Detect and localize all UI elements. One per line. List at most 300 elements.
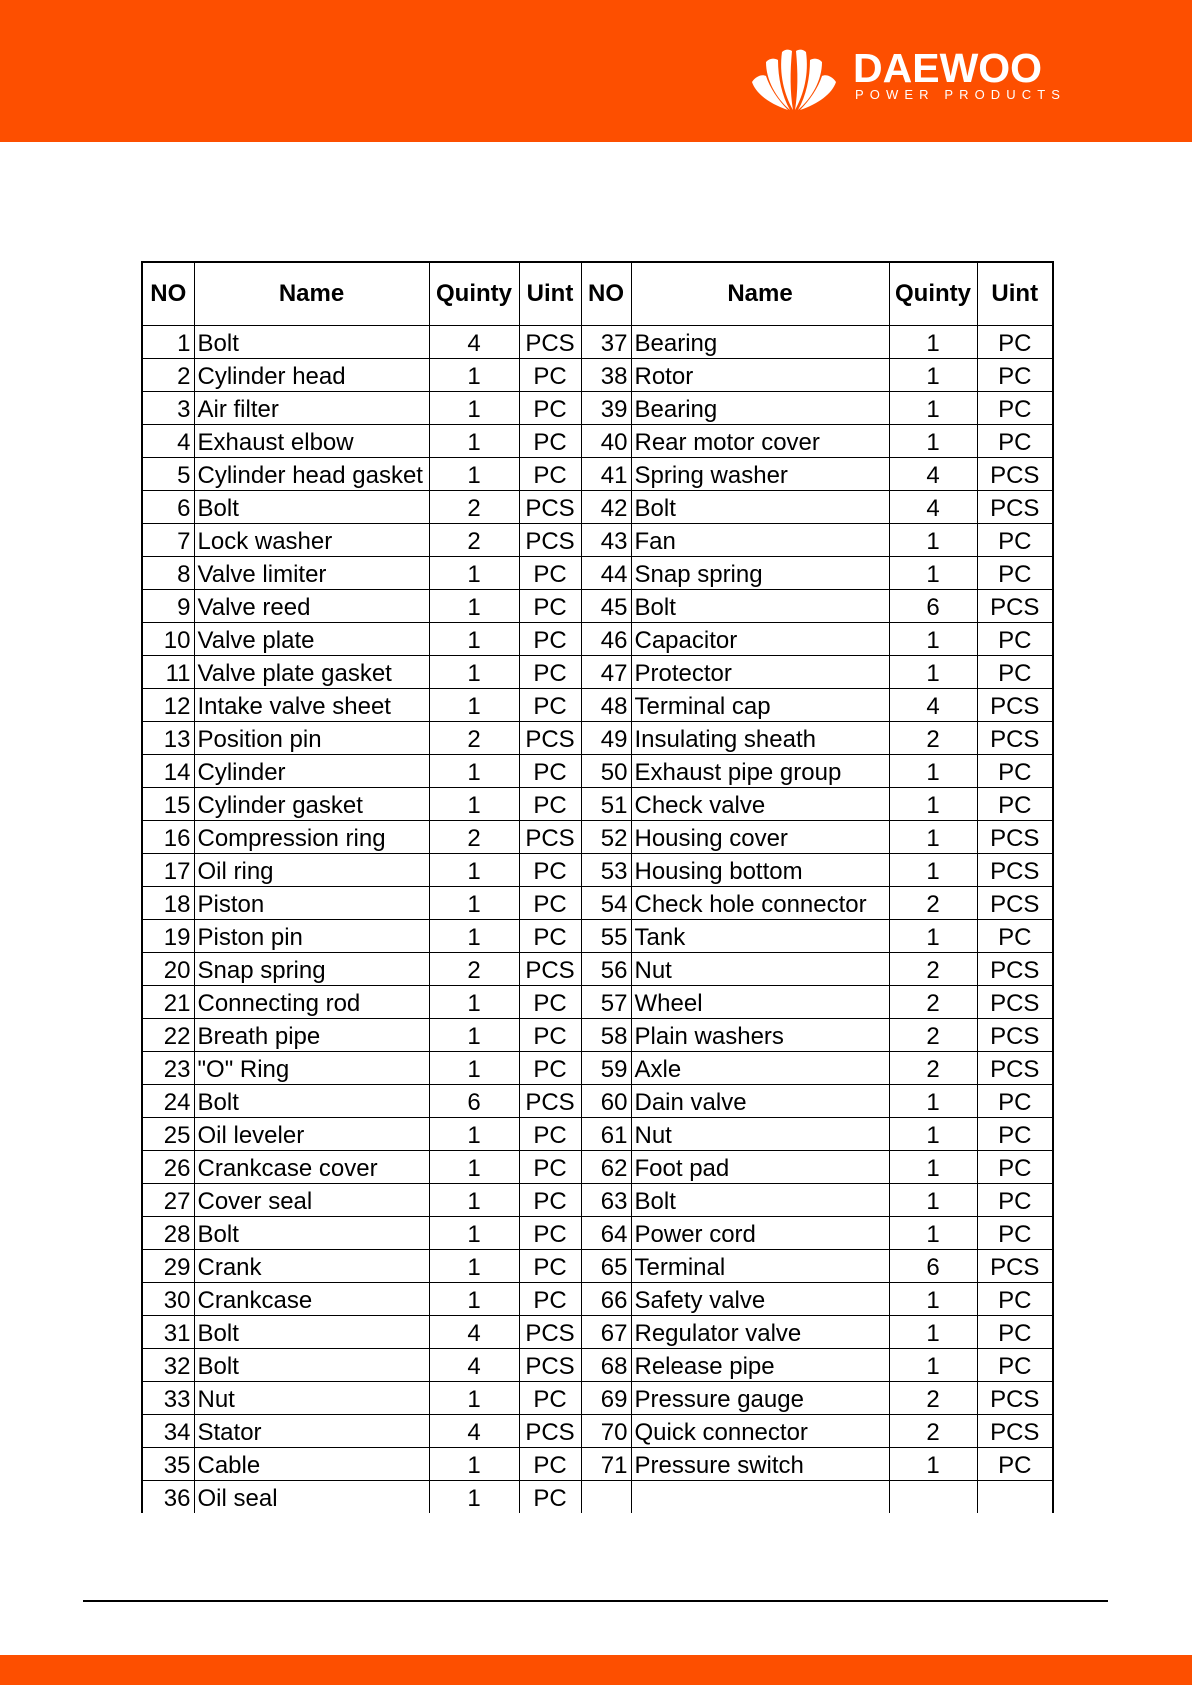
part-quantity-left: 1	[429, 458, 519, 491]
table-row	[142, 1052, 1053, 1085]
header-unit-right: Uint	[977, 262, 1053, 326]
part-unit-right: PC	[977, 1283, 1053, 1316]
table-row	[142, 953, 1053, 986]
part-quantity-left: 1	[429, 854, 519, 887]
part-unit-left: PC	[519, 887, 581, 920]
part-number-left: 19	[142, 920, 194, 953]
part-number-right: 47	[581, 656, 631, 689]
part-name-right: Bearing	[631, 392, 889, 425]
part-name-left: Cover seal	[194, 1184, 429, 1217]
part-unit-left: PC	[519, 590, 581, 623]
part-unit-right: PC	[977, 557, 1053, 590]
page-header	[0, 0, 1192, 142]
brand-tagline: POWER PRODUCTS	[855, 87, 1067, 102]
part-name-right: Terminal cap	[631, 689, 889, 722]
part-unit-right: PCS	[977, 722, 1053, 755]
table-row	[142, 1019, 1053, 1052]
part-quantity-right: 1	[889, 854, 977, 887]
part-unit-right: PCS	[977, 1052, 1053, 1085]
part-name-right: Capacitor	[631, 623, 889, 656]
part-number-right: 64	[581, 1217, 631, 1250]
part-unit-right: PC	[977, 1118, 1053, 1151]
part-quantity-left: 1	[429, 1283, 519, 1316]
part-name-left: Oil ring	[194, 854, 429, 887]
part-number-left: 12	[142, 689, 194, 722]
part-unit-left: PCS	[519, 524, 581, 557]
part-number-right: 41	[581, 458, 631, 491]
part-quantity-right: 1	[889, 788, 977, 821]
table-header-row	[142, 262, 1053, 326]
part-number-left: 25	[142, 1118, 194, 1151]
part-quantity-right: 4	[889, 491, 977, 524]
part-quantity-right: 2	[889, 1019, 977, 1052]
header-quantity-left: Quinty	[429, 262, 519, 326]
part-number-right: 59	[581, 1052, 631, 1085]
part-number-left: 18	[142, 887, 194, 920]
part-unit-right: PCS	[977, 689, 1053, 722]
table-row	[142, 1448, 1053, 1481]
footer-band	[0, 1655, 1192, 1685]
daewoo-fan-icon	[752, 44, 836, 110]
table-row	[142, 1415, 1053, 1448]
part-name-left: Lock washer	[194, 524, 429, 557]
part-number-left: 29	[142, 1250, 194, 1283]
part-number-right: 48	[581, 689, 631, 722]
part-quantity-left: 2	[429, 821, 519, 854]
part-quantity-right	[889, 1481, 977, 1514]
part-quantity-left: 1	[429, 1448, 519, 1481]
part-number-left: 11	[142, 656, 194, 689]
table-row	[142, 1217, 1053, 1250]
part-name-right: Regulator valve	[631, 1316, 889, 1349]
part-number-right: 53	[581, 854, 631, 887]
part-quantity-left: 1	[429, 1052, 519, 1085]
part-quantity-right: 1	[889, 392, 977, 425]
part-name-right: Quick connector	[631, 1415, 889, 1448]
part-unit-right: PC	[977, 788, 1053, 821]
part-unit-left: PCS	[519, 722, 581, 755]
part-unit-left: PC	[519, 359, 581, 392]
part-number-left: 2	[142, 359, 194, 392]
table-row	[142, 986, 1053, 1019]
part-name-right: Check hole connector	[631, 887, 889, 920]
part-name-right: Bolt	[631, 1184, 889, 1217]
part-unit-left: PCS	[519, 326, 581, 359]
part-name-right: Protector	[631, 656, 889, 689]
part-name-left: Position pin	[194, 722, 429, 755]
part-quantity-right: 2	[889, 953, 977, 986]
part-name-left: Crankcase cover	[194, 1151, 429, 1184]
part-name-left: Cylinder head gasket	[194, 458, 429, 491]
part-unit-left: PCS	[519, 491, 581, 524]
part-number-right: 69	[581, 1382, 631, 1415]
part-quantity-right: 1	[889, 524, 977, 557]
part-name-right: Nut	[631, 1118, 889, 1151]
table-row	[142, 1085, 1053, 1118]
part-number-left: 35	[142, 1448, 194, 1481]
part-unit-left: PC	[519, 920, 581, 953]
part-number-left: 14	[142, 755, 194, 788]
part-name-right: Dain valve	[631, 1085, 889, 1118]
table-row	[142, 425, 1053, 458]
part-number-left: 24	[142, 1085, 194, 1118]
part-quantity-left: 1	[429, 1481, 519, 1514]
part-name-left: Cylinder head	[194, 359, 429, 392]
part-unit-right: PC	[977, 524, 1053, 557]
part-name-right: Rear motor cover	[631, 425, 889, 458]
part-name-right: Bolt	[631, 590, 889, 623]
part-quantity-right: 1	[889, 1283, 977, 1316]
part-quantity-left: 1	[429, 359, 519, 392]
table-row	[142, 326, 1053, 359]
part-number-left: 32	[142, 1349, 194, 1382]
part-unit-left: PC	[519, 623, 581, 656]
part-quantity-left: 1	[429, 392, 519, 425]
part-name-left: Cylinder gasket	[194, 788, 429, 821]
part-quantity-right: 1	[889, 755, 977, 788]
part-number-right: 58	[581, 1019, 631, 1052]
table-row	[142, 1283, 1053, 1316]
table-row	[142, 1118, 1053, 1151]
part-quantity-left: 1	[429, 755, 519, 788]
header-no-left: NO	[142, 262, 194, 326]
part-unit-right: PC	[977, 1184, 1053, 1217]
part-unit-left: PC	[519, 392, 581, 425]
table-row	[142, 722, 1053, 755]
part-unit-right: PCS	[977, 821, 1053, 854]
part-number-left: 13	[142, 722, 194, 755]
part-unit-left: PC	[519, 1448, 581, 1481]
part-number-right: 51	[581, 788, 631, 821]
part-name-right: Bearing	[631, 326, 889, 359]
part-name-right: Insulating sheath	[631, 722, 889, 755]
part-number-left: 33	[142, 1382, 194, 1415]
part-quantity-left: 1	[429, 1019, 519, 1052]
part-name-left: Stator	[194, 1415, 429, 1448]
part-number-right: 37	[581, 326, 631, 359]
part-quantity-left: 2	[429, 722, 519, 755]
part-number-right: 67	[581, 1316, 631, 1349]
part-unit-left: PC	[519, 656, 581, 689]
part-quantity-left: 6	[429, 1085, 519, 1118]
table-row	[142, 1316, 1053, 1349]
part-number-right: 49	[581, 722, 631, 755]
part-name-left: Bolt	[194, 1349, 429, 1382]
part-unit-right: PCS	[977, 887, 1053, 920]
part-unit-right: PCS	[977, 1415, 1053, 1448]
part-quantity-left: 1	[429, 623, 519, 656]
part-quantity-right: 1	[889, 1085, 977, 1118]
part-number-right: 62	[581, 1151, 631, 1184]
part-quantity-left: 1	[429, 986, 519, 1019]
table-row	[142, 788, 1053, 821]
part-quantity-left: 1	[429, 557, 519, 590]
part-number-left: 6	[142, 491, 194, 524]
part-name-left: Connecting rod	[194, 986, 429, 1019]
part-number-right	[581, 1481, 631, 1514]
part-quantity-right: 1	[889, 326, 977, 359]
part-name-left: Valve limiter	[194, 557, 429, 590]
part-quantity-right: 2	[889, 986, 977, 1019]
part-unit-left: PC	[519, 1052, 581, 1085]
part-name-left: Bolt	[194, 1085, 429, 1118]
part-name-right: Pressure switch	[631, 1448, 889, 1481]
part-name-left: Bolt	[194, 491, 429, 524]
part-name-right: Bolt	[631, 491, 889, 524]
part-quantity-right: 1	[889, 359, 977, 392]
part-quantity-right: 1	[889, 623, 977, 656]
part-unit-left: PC	[519, 689, 581, 722]
part-number-right: 56	[581, 953, 631, 986]
part-quantity-right: 1	[889, 1316, 977, 1349]
part-unit-left: PC	[519, 425, 581, 458]
part-number-right: 46	[581, 623, 631, 656]
part-number-right: 39	[581, 392, 631, 425]
part-name-left: Valve plate	[194, 623, 429, 656]
part-name-right: Power cord	[631, 1217, 889, 1250]
part-quantity-right: 1	[889, 1118, 977, 1151]
part-name-right: Release pipe	[631, 1349, 889, 1382]
part-unit-right: PCS	[977, 491, 1053, 524]
part-number-right: 45	[581, 590, 631, 623]
part-number-right: 38	[581, 359, 631, 392]
part-number-right: 61	[581, 1118, 631, 1151]
part-quantity-right: 4	[889, 689, 977, 722]
part-unit-right	[977, 1481, 1053, 1514]
part-name-right: Plain washers	[631, 1019, 889, 1052]
table-row	[142, 623, 1053, 656]
part-unit-left: PCS	[519, 1316, 581, 1349]
part-number-right: 52	[581, 821, 631, 854]
part-quantity-right: 1	[889, 1349, 977, 1382]
part-quantity-right: 6	[889, 1250, 977, 1283]
part-number-left: 7	[142, 524, 194, 557]
part-unit-right: PC	[977, 1316, 1053, 1349]
part-number-left: 15	[142, 788, 194, 821]
parts-list-table	[141, 261, 1054, 1513]
part-quantity-left: 1	[429, 689, 519, 722]
part-unit-left: PC	[519, 1184, 581, 1217]
part-unit-right: PCS	[977, 458, 1053, 491]
part-name-left: Valve reed	[194, 590, 429, 623]
part-unit-right: PC	[977, 920, 1053, 953]
part-number-left: 34	[142, 1415, 194, 1448]
part-quantity-left: 1	[429, 788, 519, 821]
part-name-right: Exhaust pipe group	[631, 755, 889, 788]
header-no-right: NO	[581, 262, 631, 326]
table-body	[142, 326, 1053, 1514]
table-row	[142, 524, 1053, 557]
part-name-left: Intake valve sheet	[194, 689, 429, 722]
part-quantity-right: 2	[889, 1052, 977, 1085]
part-name-left: Piston	[194, 887, 429, 920]
part-number-left: 16	[142, 821, 194, 854]
part-quantity-left: 1	[429, 590, 519, 623]
part-unit-right: PCS	[977, 1250, 1053, 1283]
part-quantity-left: 4	[429, 326, 519, 359]
part-unit-left: PC	[519, 1283, 581, 1316]
part-quantity-left: 1	[429, 887, 519, 920]
table-row	[142, 755, 1053, 788]
table-row	[142, 1250, 1053, 1283]
part-number-left: 22	[142, 1019, 194, 1052]
part-quantity-right: 1	[889, 920, 977, 953]
part-number-left: 9	[142, 590, 194, 623]
table-row	[142, 887, 1053, 920]
part-unit-left: PC	[519, 1118, 581, 1151]
table-row	[142, 557, 1053, 590]
table-row	[142, 491, 1053, 524]
part-number-right: 71	[581, 1448, 631, 1481]
part-name-left: Bolt	[194, 1217, 429, 1250]
table-row	[142, 392, 1053, 425]
part-number-right: 66	[581, 1283, 631, 1316]
part-name-left: Exhaust elbow	[194, 425, 429, 458]
part-number-left: 4	[142, 425, 194, 458]
table-row	[142, 920, 1053, 953]
part-number-left: 10	[142, 623, 194, 656]
table-row	[142, 689, 1053, 722]
part-number-left: 1	[142, 326, 194, 359]
table-row	[142, 656, 1053, 689]
header-name-right: Name	[631, 262, 889, 326]
part-unit-right: PC	[977, 359, 1053, 392]
part-unit-right: PC	[977, 1085, 1053, 1118]
part-unit-right: PC	[977, 1349, 1053, 1382]
part-number-left: 36	[142, 1481, 194, 1514]
part-unit-left: PC	[519, 1481, 581, 1514]
part-quantity-left: 1	[429, 1250, 519, 1283]
part-unit-left: PC	[519, 986, 581, 1019]
part-quantity-left: 1	[429, 1382, 519, 1415]
part-name-left: Bolt	[194, 1316, 429, 1349]
part-unit-left: PC	[519, 1151, 581, 1184]
header-name-left: Name	[194, 262, 429, 326]
part-unit-left: PC	[519, 788, 581, 821]
part-quantity-right: 6	[889, 590, 977, 623]
part-quantity-left: 4	[429, 1316, 519, 1349]
part-number-left: 8	[142, 557, 194, 590]
part-number-left: 30	[142, 1283, 194, 1316]
part-quantity-left: 4	[429, 1415, 519, 1448]
part-name-left: Breath pipe	[194, 1019, 429, 1052]
part-unit-left: PC	[519, 557, 581, 590]
part-quantity-right: 1	[889, 656, 977, 689]
part-number-right: 70	[581, 1415, 631, 1448]
part-unit-left: PC	[519, 755, 581, 788]
part-number-right: 57	[581, 986, 631, 1019]
part-number-right: 63	[581, 1184, 631, 1217]
part-unit-right: PC	[977, 392, 1053, 425]
part-number-right: 55	[581, 920, 631, 953]
part-number-left: 28	[142, 1217, 194, 1250]
table-row	[142, 359, 1053, 392]
part-number-left: 31	[142, 1316, 194, 1349]
part-quantity-right: 1	[889, 425, 977, 458]
part-quantity-left: 2	[429, 953, 519, 986]
part-quantity-right: 1	[889, 1448, 977, 1481]
part-quantity-right: 1	[889, 1151, 977, 1184]
part-unit-right: PC	[977, 1217, 1053, 1250]
part-unit-right: PC	[977, 1448, 1053, 1481]
part-unit-right: PCS	[977, 986, 1053, 1019]
part-quantity-left: 1	[429, 1184, 519, 1217]
part-name-left: Oil seal	[194, 1481, 429, 1514]
footer-divider	[83, 1600, 1108, 1602]
part-number-left: 5	[142, 458, 194, 491]
part-quantity-left: 1	[429, 1217, 519, 1250]
table-row	[142, 1151, 1053, 1184]
part-name-right: Nut	[631, 953, 889, 986]
part-name-right: Spring washer	[631, 458, 889, 491]
part-name-right: Tank	[631, 920, 889, 953]
part-name-right: Housing bottom	[631, 854, 889, 887]
table-row	[142, 1481, 1053, 1514]
part-name-left: Cable	[194, 1448, 429, 1481]
part-unit-right: PCS	[977, 854, 1053, 887]
part-unit-left: PCS	[519, 953, 581, 986]
part-unit-right: PC	[977, 1151, 1053, 1184]
part-number-right: 65	[581, 1250, 631, 1283]
part-number-right: 43	[581, 524, 631, 557]
part-name-right: Fan	[631, 524, 889, 557]
part-unit-right: PC	[977, 755, 1053, 788]
part-name-right: Safety valve	[631, 1283, 889, 1316]
part-number-left: 26	[142, 1151, 194, 1184]
part-name-right: Rotor	[631, 359, 889, 392]
part-name-left: "O" Ring	[194, 1052, 429, 1085]
part-quantity-right: 1	[889, 821, 977, 854]
table-row	[142, 1349, 1053, 1382]
part-quantity-right: 2	[889, 1415, 977, 1448]
part-name-left: Oil leveler	[194, 1118, 429, 1151]
part-quantity-left: 2	[429, 491, 519, 524]
part-name-right: Housing cover	[631, 821, 889, 854]
table-row	[142, 1184, 1053, 1217]
part-number-left: 23	[142, 1052, 194, 1085]
part-number-left: 27	[142, 1184, 194, 1217]
table-row	[142, 458, 1053, 491]
part-quantity-left: 1	[429, 656, 519, 689]
part-quantity-right: 2	[889, 887, 977, 920]
part-name-left: Cylinder	[194, 755, 429, 788]
table-row	[142, 821, 1053, 854]
brand-name: DAEWOO	[853, 45, 1043, 91]
part-number-right: 44	[581, 557, 631, 590]
part-unit-left: PCS	[519, 821, 581, 854]
part-unit-right: PCS	[977, 590, 1053, 623]
part-unit-right: PC	[977, 425, 1053, 458]
table-row	[142, 1382, 1053, 1415]
part-number-left: 21	[142, 986, 194, 1019]
header-quantity-right: Quinty	[889, 262, 977, 326]
part-number-right: 40	[581, 425, 631, 458]
part-unit-right: PC	[977, 656, 1053, 689]
part-unit-left: PC	[519, 854, 581, 887]
part-unit-right: PC	[977, 326, 1053, 359]
part-quantity-right: 2	[889, 722, 977, 755]
part-name-left: Valve plate gasket	[194, 656, 429, 689]
part-unit-left: PCS	[519, 1415, 581, 1448]
part-unit-right: PCS	[977, 1019, 1053, 1052]
part-quantity-left: 1	[429, 1118, 519, 1151]
part-unit-left: PC	[519, 1019, 581, 1052]
part-quantity-left: 1	[429, 425, 519, 458]
part-unit-left: PCS	[519, 1349, 581, 1382]
part-unit-right: PCS	[977, 1382, 1053, 1415]
part-name-right: Wheel	[631, 986, 889, 1019]
part-name-right: Snap spring	[631, 557, 889, 590]
